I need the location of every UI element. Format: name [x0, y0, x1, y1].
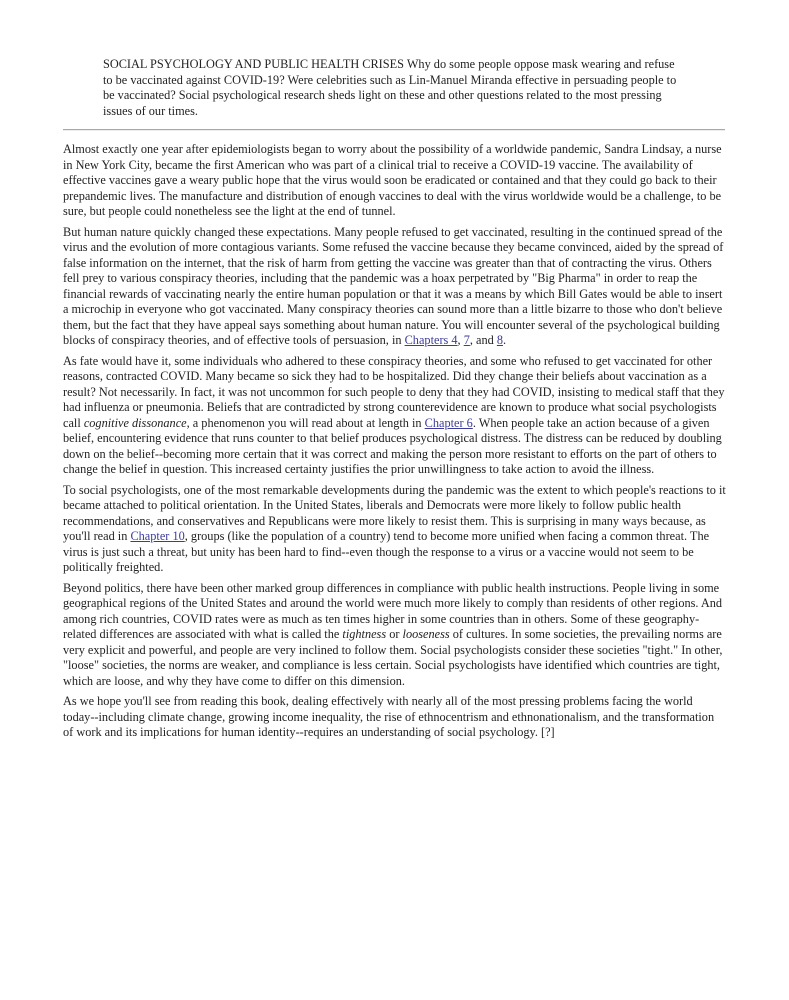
- paragraph-text: ,: [457, 333, 464, 347]
- chapter-6-link[interactable]: Chapter 6: [424, 415, 473, 430]
- chapter-intro: [103, 57, 687, 119]
- emphasis-tightness: tightness: [342, 627, 387, 641]
- paragraph-text: To social psychologists, one of the most remarkable developments during the pandemic was the extent to which people's reactions to it became attached to political orientation. In the United States, liberals and Democrats were more likely to follow public health recommendations, and conservatives and Republicans were more likely to resist them. This is surprising in many ways because, as you'll read in: [63, 482, 726, 543]
- emphasis-looseness: looseness: [402, 627, 450, 641]
- chapter-10-link[interactable]: Chapter 10: [130, 529, 185, 543]
- paragraph-text: .: [503, 333, 507, 347]
- paragraph-1: [63, 142, 726, 220]
- chapter-intro-title: SOCIAL PSYCHOLOGY AND PUBLIC HEALTH CRISES: [103, 57, 404, 71]
- paragraph-6: [63, 694, 726, 741]
- paragraph-text: As we hope you'll see from reading this book, dealing effectively with nearly all of the most pressing problems facing the world today--including climate change, growing income inequality, the rise of ethnocentrism and ethnonationalism, and the transformation of work and its implications for human identity--requires an understanding of social psychology. [?]: [63, 694, 715, 739]
- paragraph-4: [63, 483, 726, 576]
- paragraph-text: Almost exactly one year after epidemiologists began to worry about the possibility of a worldwide pandemic, Sandra Lindsay, a nurse in New York City, became the first American who was part of a clinical trial to receive a COVID-19 vaccine. The availability of effective vaccines gave a weary public hope that the virus would soon be eradicated or contained and that they could go back to their prepandemic lives. The manufacture and distribution of enough vaccines to deal with the virus worldwide would be a challenge, to be sure, but people could nonetheless see the light at the end of tunnel.: [63, 142, 722, 218]
- paragraph-text: , a phenomenon you will read about at length in: [186, 415, 425, 430]
- paragraph-2: [63, 225, 726, 349]
- paragraph-3: [63, 354, 726, 478]
- paragraph-text: , groups (like the population of a country) tend to become more unified when facing a common threat. The virus is just such a threat, but unity has been hard to find--even though the response to a virus or a vaccine would not seem to be politically freighted.: [63, 529, 710, 574]
- chapter-intro-text: Why do some people oppose mask wearing and refuse to be vaccinated against COVID-19? Were celebrities such as Lin-Manuel Miranda effective in persuading people to be vaccinated? Social psychological research sheds light on these and other questions related to the most pressing issues of our times.: [103, 57, 677, 118]
- paragraph-text: As fate would have it, some individuals who adhered to these conspiracy theories, and some who refused to get vaccinated for other reasons, contracted COVID. Many became so sick they had to be hospitalized. Did they change their beliefs about vaccination as a result? Not necessarily. In fact, it was not uncommon for such people to deny that they had COVID, insisting to medical staff that they had influenza or pneumonia. Beliefs that are contradicted by strong counterevidence are known to produce what social psychologists call: [63, 353, 725, 430]
- paragraph-text: , and: [469, 333, 497, 347]
- chapters-4-link[interactable]: Chapters 4: [404, 333, 458, 347]
- chapter-body: [63, 142, 726, 746]
- chapter-8-link[interactable]: 8: [496, 333, 503, 347]
- paragraph-text: or: [386, 627, 403, 641]
- paragraph-text: . When people take an action because of a given belief, encountering evidence that runs counter to that belief produces psychological distress. The distress can be reduced by doubling down on the belief--becoming more certain that it was correct and making the person more resistant to efforts on the part of others to change the belief in question. This increased certainty justifies the prior unwillingness to take action to avoid the illness.: [63, 415, 722, 476]
- paragraph-text: Beyond politics, there have been other marked group differences in compliance with public health instructions. People living in some geographical regions of the United States and around the world were much more likely to comply than residents of other regions. And among rich countries, COVID rates were as much as ten times higher in some countries than in others. Some of these geography-related differences are associated with what is called the: [63, 580, 723, 641]
- emphasis-cognitive-dissonance: cognitive dissonance: [83, 415, 187, 430]
- section-divider: [63, 129, 725, 131]
- chapter-7-link[interactable]: 7: [463, 333, 470, 347]
- paragraph-5: [63, 581, 726, 690]
- paragraph-text: of cultures. In some societies, the prevailing norms are very explicit and powerful, and people are very inclined to follow them. Social psychologists consider these societies "tight." In other, "loose" societies, the norms are weaker, and compliance is less certain. Social psychologists have identified which countries are tight, which are loose, and why they have come to differ on this dimension.: [63, 627, 723, 688]
- paragraph-text: But human nature quickly changed these expectations. Many people refused to get vaccinated, resulting in the continued spread of the virus and the evolution of more contagious variants. Some refused the vaccine because they became convinced, aided by the spread of false information on the internet, that the risk of harm from getting the vaccine was greater than that of contracting the virus. Others fell prey to various conspiracy theories, including that the pandemic was a hoax perpetrated by "Big Pharma" in order to reap the financial rewards of vaccinating nearly the entire human population or that it was a means by which Bill Gates would be able to insert a microchip in everyone who got vaccinated. Many conspiracy theories can sound more than a little bizarre to those who don't believe them, but the fact that they have appeal says something about human nature. You will encounter several of the psychological building blocks of conspiracy theories, and of effective tools of persuasion, in: [63, 224, 724, 347]
